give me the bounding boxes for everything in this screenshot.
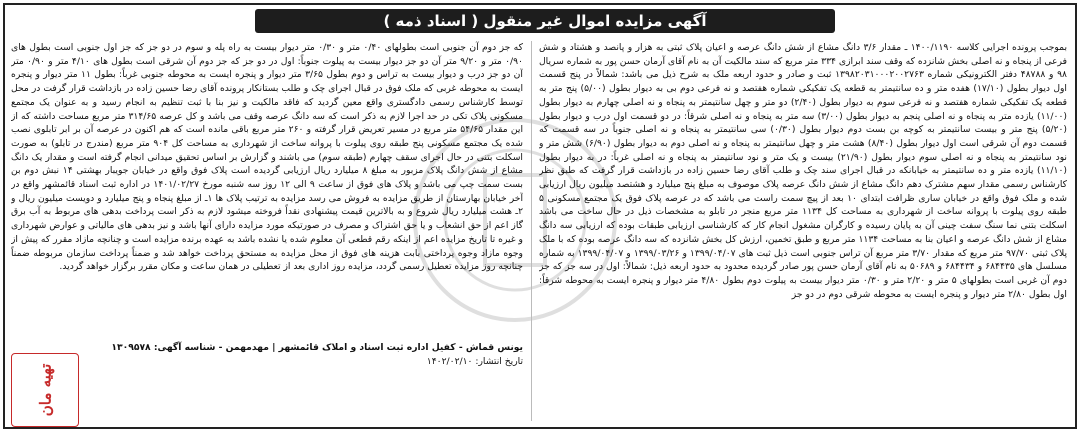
notice-paragraph: بموجب پرونده اجرایی کلاسه ۱۴۰۰/۱۱۹۰ ـ مقدار ۳/۶ دانگ مشاع از شش دانگ عرصه و اعیان پلاک ثبتی به هزار و پانصد و هشتاد و شش فرعی از پنجاه و نه اصلی بخش شانزده که وقف سند ابرازی ۳۳۴ متر مربع که سند مالکیت آن به نام آقای آرمان حسن پور به شماره سریال ۹۸ و ۴۸۷۸۸ دفتر الکترونیکی شماره ۱۳۹۸۲۰۳۱۰۰۰۲۰۰۲۷۶۳ ثبت و صادر و حدود اربعه ملک به شرح ذیل می باشد: شمالاً در پنج قسمت اول دیوار بطول (۱۷/۱۰) هفده متر و ده سانتیمتر به قطعه یک تفکیکی شماره هفتصد و نه فرعی دوم بی به دیوار بطول (۵/۰۰) پنج متر به قطعه یک تفکیکی شماره هفتصد و نه فرعی سوم به دیوار بطول (۲/۴۰) دو متر و چهل سانتیمتر به پنجاه و نه اصلی چهارم به دیوار بطول (۱۱/۰۰) یازده متر به پنجاه و نه اصلی پنجم به دیوار بطول (۳/۰۰) سه متر به پنجاه و نه اصلی شرقاً: در دو قسمت اول درب و دیوار بطول (۵/۲۰) پنج متر و بیست سانتیمتر به کوچه بن بست دوم دیوار بطول (۰/۳۰) سی سانتیمتر به پنجاه و نه اصلی جنوباً در سه قسمت که قسمت دوم آن شرقی است اول دیوار بطول (۸/۴۰) هشت متر و چهل سانتیمتر به پنجاه و نه اصلی دوم به دیوار بطول (۶/۹۰) شش متر و نود سانتیمتر به پنجاه و نه اصلی سوم دیوار بطول (۲۱/۹۰) بیست و یک متر و نود سانتیمتر به پنجاه و نه اصلی غرباً: در به دیوار بطول (۱۱/۱۰) یازده متر و ده سانتیمتر به خیابانکه در قبال اجرای سند چک و طلب آقای رضا حسین زاده در بازداشت قرار گرفت که طبق نظر کارشناس رسمی مقدار سهم مشترک دهم دانگ مشاع از شش دانگ عرصه پلاک موصوف به مبلغ پنج میلیارد و هشتصد میلیون ریال ارزیابی شده و ملک فوق واقع در خیابان ساری ظرافت ابتدای ۱۰ بعد از پیچ سمت راست می باشد که در عرصه پلاک فوق یک مجتمع مسکونی ۵ طبقه روی پیلوت با پروانه ساخت از شهرداری به مساحت کل ۱۱۳۴ متر مربع منجر در تابلو به مشخصات ذیل در حال ساخت می باشد اسکلت بتنی نما سنگ سفت چینی آن به پایان رسیده و کارگران مشغول انجام کار که کارشناسی ارزیابی طبقات بوده که ارزیابی سه دانگ مشاع از شش دانگ عرصه و اعیان بنا به مساحت ۱۱۳۴ متر مربع و طبق تخمین، ارزش کل بخش شانزده که سه دانگ عرصه بوده که با ملک پلاک ثبتی ۹۷/۷۰ متر مربع که مقدار ۳/۷۰ متر مربع آن تراس جنوبی است ذیل ثبت های ۱۳۹۹/۰۴/۰۷ و ۱۳۹۹/۰۳/۲۶ و ۱۳۹۹/۰۴/۰۷ به شماره مسلسل های ۶۸۴۴۳۵ و ۶۸۴۴۳۴ و ۵۰۶۸۹ به نام آقای آرمان حسن پور صادر گردیده محدود به حدود اربعه ذیل: شمالاً: اول در سه جز که جز دوم آن غربی است بطولهای ۵ متر و ۲/۲۰ متر و ۰/۳۰ متر دیوار بیست به پیلوت دوم بطول ۴/۸۰ متر دیوار و پنجره ایست به محوطه شرقاً: اول بطول ۲/۸۰ متر دیوار و پنجره ایست به محوطه شرقی دوم در دو جز (539, 42, 1067, 300)
signature-block (11, 341, 523, 368)
notice-title-bar (255, 9, 835, 33)
notice-title: آگهی مزایده اموال غیر منقول ( اسناد ذمه ) (383, 12, 707, 30)
signatory-line: یونس قماش - کفیل اداره ثبت اسناد و املاک قائمشهر | مهدمهمن - شناسه آگهی: ۱۳۰۹۵۷۸ (111, 342, 523, 353)
auction-notice (3, 3, 1077, 429)
logo-text: تهیه مان (36, 363, 54, 417)
publish-date: تاریخ انتشار: ۱۴۰۲/۰۲/۱۰ (426, 355, 523, 367)
notice-paragraph: که جز دوم آن جنوبی است بطولهای ۰/۴۰ متر و ۰/۳۰ متر دیوار بیست به راه پله و سوم در دو جز که جز اول جنوبی است بطول های ۰/۹۰ متر و ۹/۲۰ متر آن دو جز دیوار بیست به پیلوت جنوباً: اول در دو جز که جز دوم آن شرقی است بطول های ۴/۱۰ متر و ۰/۹۰ متر آن دو جز درب و دیوار بیست به تراس و دوم بطول ۳/۶۵ متر دیوار و پنجره ایست به محوطه جنوبی غرباً: بطول ۱۱ متر دیوار و پنجره ایست به محوطه غربی که ملک فوق در قبال اجرای چک و طلب بستانکار پرونده آقای رضا حسین زاده در بازداشت قرار گرفت در محل توسط کارشناس رسمی دادگستری واقع معین گردید که فاقد مالکیت و نیز بنا با ثبت تنظیم به انجام رسید و به عنوان یک مجتمع مسکونی پلاک تکی در حد اجرا لازم به ذکر است که سه دانگ عرصه وقف می باشد و کل عرصه ۳۱۴/۶۵ متر مربع مساحت داشته که از این مقدار ۵۴/۶۵ متر مربع در مسیر تعریض قرار گرفته و ۲۶۰ متر مربع باقی مانده است که هم اکنون در عرصه آن بر ابر تابلوی نصب شده یک مجتمع مسکونی پنج طبقه روی پیلوت با پروانه ساخت از شهرداری به مساحت کل ۹۰۴ متر مربع (مندرج در تابلو) به صورت اسکلت بتنی در حال اجرای سقف چهارم (طبقه سوم) می باشند و گزارش بر اساس تحقیق میدانی انجام گرفته است و مقدار یک دانگ مشاع از شش دانگ پلاک مزبور به مبلغ ۸ میلیارد ریال ارزیابی گردیده است پلاک فوق واقع در خیابان جویبار بهشتی ۱۴ نبش دوم بن بست سمت چپ می باشد و پلاک های فوق از ساعت ۹ الی ۱۲ روز سه شنبه مورخ ۱۴۰۱/۰۲/۲۷ در اداره ثبت اسناد قائمشهر واقع در آخر خیابان بهارستان از طریق مزایده به فروش می رسد مزایده به ترتیب پلاک ها ۱ـ از مبلغ پنجاه و پنج میلیارد و دویست میلیون ریال و ۲ـ هشت میلیارد ریال شروع و به بالاترین قیمت پیشنهادی نقداً فروخته میشود لازم به ذکر است پرداخت بدهی های مربوط به آب برق گاز اعم از حق انشعاب و یا حق اشتراک و مصرف در صورتیکه مورد مزایده دارای آنها باشد و نیز بدهی های مالیاتی و عوارض شهرداری و غیره تا تاریخ مزایده اعم از اینکه رقم قطعی آن معلوم شده یا نشده باشد به عهده برنده مزایده است و چنانچه مازاد مقرر که پیش از وجوه مازاد وجوه پرداختی بابت هزینه های فوق از محل مزایده به مستحق پرداخت خواهد شد و ضمناً پرداخت سازمان مربوطه ضمناً چنانچه روز مزایده تعطیل رسمی گردد، مزایده روز اداری بعد از تعطیلی در همان ساعت و مکان مقرر برگزار خواهد گردید. (11, 42, 523, 273)
notice-body-left (11, 41, 523, 341)
newspaper-logo (11, 353, 79, 427)
notice-body-right (539, 41, 1067, 425)
column-divider (531, 41, 532, 421)
